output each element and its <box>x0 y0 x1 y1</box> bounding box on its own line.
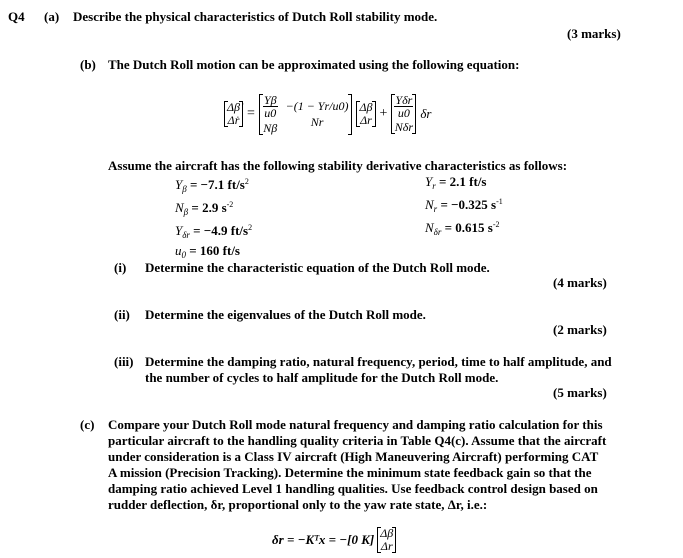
derivative-row: $u_0 = 160$ ft/s <box>175 243 240 260</box>
derivative-row: $N_\beta = 2.9$ $s^{-2}$ <box>175 200 234 217</box>
a11: $\frac{Y\beta}{u0}$ <box>263 92 277 120</box>
matrix-col-2 <box>286 100 349 129</box>
part-iii-label: (iii) <box>114 354 134 369</box>
derivatives-left <box>175 174 252 263</box>
assume-text: Assume the aircraft has the following stability derivative characteristics as follows: <box>108 158 568 173</box>
question-number: Q4 <box>8 9 25 24</box>
part-b-label: (b) <box>80 57 96 72</box>
equals-sign: = <box>247 106 255 121</box>
a21: Nβ <box>263 120 278 135</box>
part-c-label: (c) <box>80 417 95 432</box>
part-c-text: Compare your Dutch Roll mode natural frequency and damping ratio calculation for this particular aircraft to the handling quality criteria in Table Q4(c). Assume that the aircraft under consideration is a Class IV aircraft (High Maneuvering Aircraft) performing CAT A mission (Precision Tracking). Determine the minimum state feedback gain so that the damping ratio achieved Level 1 handling qualities. Use feedback control design based on rudder deflection, δr, proportional only to the yaw rate state, Δr, i.e.: <box>108 417 607 512</box>
delta-r: Δr <box>360 113 372 127</box>
part-i-text: Determine the characteristic equation of the Dutch Roll mode. <box>145 260 490 275</box>
part-ii-marks: (2 marks) <box>553 322 607 337</box>
part-iii-text: Determine the damping ratio, natural frequency, period, time to half amplitude, and the number of cycles to half amplitude for the Dutch Roll mode. <box>145 354 612 385</box>
part-i-label: (i) <box>114 260 127 275</box>
dutch-roll-equation <box>224 84 431 144</box>
state-vector <box>356 101 375 127</box>
part-b-intro: The Dutch Roll motion can be approximated using the following equation: <box>108 57 520 72</box>
beta-dot: Δβ̇ <box>227 100 241 114</box>
feedback-equation <box>272 527 396 553</box>
derivative-row: $Y_{\delta r} = -4.9$ $ft/s^2$ <box>175 223 253 240</box>
b2: Nδr <box>394 120 413 134</box>
part-ii-text: Determine the eigenvalues of the Dutch Roll mode. <box>145 307 426 322</box>
part-a-marks: (3 marks) <box>567 26 621 41</box>
a12: −(1 − Yr/u0) <box>285 98 349 113</box>
plus-sign: + <box>379 106 388 121</box>
part-iii-marks: (5 marks) <box>553 385 607 400</box>
delta-beta: Δβ <box>359 100 373 114</box>
system-matrix <box>259 94 353 135</box>
input-symbol: δr <box>420 106 432 121</box>
input-matrix <box>391 94 416 134</box>
feedback-state-vector: Δβ Δr <box>377 527 396 553</box>
part-ii-label: (ii) <box>114 307 130 322</box>
derivative-row: $Y_r = 2.1$ ft/s <box>425 174 487 191</box>
derivative-row: $Y_\beta = -7.1$ $ft/s^2$ <box>175 177 249 194</box>
matrix-col-1 <box>263 94 278 135</box>
a22: Nr <box>310 114 324 129</box>
feedback-law: δr = −Kᵀx = −[0 K] <box>272 532 375 547</box>
derivative-row: $N_{\delta r} = 0.615$ $s^{-2}$ <box>425 220 500 237</box>
part-a-label: (a) <box>44 9 60 24</box>
r-dot: Δṙ <box>227 113 240 127</box>
state-derivative-vector <box>224 101 243 127</box>
derivative-row: $N_r = -0.325$ $s^{-1}$ <box>425 197 503 214</box>
part-a-text: Describe the physical characteristics of Dutch Roll stability mode. <box>73 9 438 24</box>
b1: $\frac{\text{Yδr}}{u0}$ <box>395 93 413 120</box>
derivatives-right <box>425 174 503 240</box>
part-i-marks: (4 marks) <box>553 275 607 290</box>
